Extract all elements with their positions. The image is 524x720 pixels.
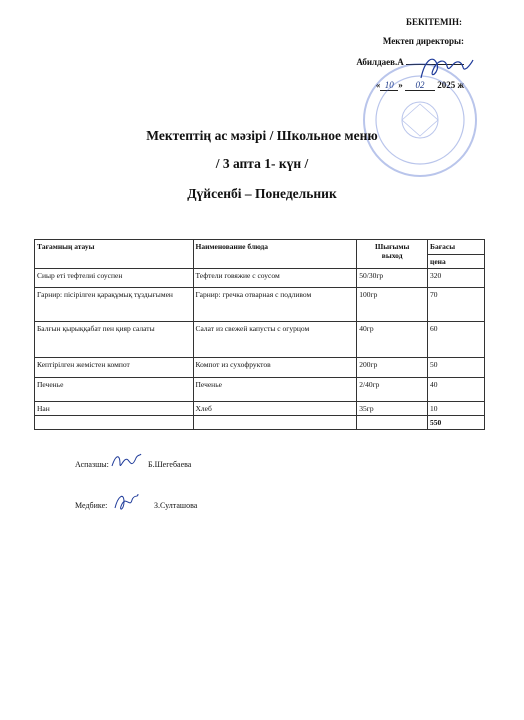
approval-day: 10: [380, 81, 398, 91]
dish-ru: Гарнир: гречка отварная с подливом: [193, 288, 357, 322]
table-row: [35, 269, 485, 288]
dish-price: 40: [428, 378, 485, 402]
total-price: 550: [428, 416, 485, 430]
total-empty-cell: [35, 416, 194, 430]
cook-signature-icon: [110, 450, 142, 472]
approval-name: Абилдаев.А: [356, 57, 404, 67]
dish-yield: 200гр: [357, 358, 428, 378]
dish-kz: Балғын қырыққабат пен қияр салаты: [35, 322, 194, 358]
dish-price: 320: [428, 269, 485, 288]
menu-table: [34, 239, 485, 430]
menu-title: Мектептің ас мәзірі / Школьное меню: [146, 128, 378, 143]
dish-price: 70: [428, 288, 485, 322]
nurse-signature-block: [75, 501, 198, 510]
dish-yield: 2/40гр: [357, 378, 428, 402]
total-row: [35, 416, 485, 430]
dish-kz: Нан: [35, 402, 194, 416]
header-yield-kz: Шығымы: [374, 242, 410, 251]
approval-year: 2025 ж: [437, 80, 464, 90]
total-empty-cell: [193, 416, 357, 430]
dish-ru: Компот из сухофруктов: [193, 358, 357, 378]
total-empty-cell: [357, 416, 428, 430]
approval-title: БЕКІТЕМІН:: [406, 17, 462, 27]
dish-yield: 35гр: [357, 402, 428, 416]
dish-yield: 100гр: [357, 288, 428, 322]
nurse-signature-icon: [112, 490, 140, 514]
header-yield: [357, 240, 428, 269]
dish-price: 10: [428, 402, 485, 416]
dish-kz: Гарнир: пісірілген қарақұмық тұздығымен: [35, 288, 194, 322]
dish-ru: Тефтели говяжие с соусом: [193, 269, 357, 288]
header-yield-ru: выход: [381, 251, 403, 260]
week-day-subtitle: / 3 апта 1- күн /: [215, 156, 309, 171]
dish-price: 50: [428, 358, 485, 378]
approval-position: Мектеп директоры:: [382, 36, 464, 46]
dish-ru: Хлеб: [193, 402, 357, 416]
table-row: [35, 358, 485, 378]
header-name-ru: Наименование блюда: [193, 240, 357, 269]
dish-kz: Сиыр еті тефтелиі соуспен: [35, 269, 194, 288]
table-row: [35, 322, 485, 358]
approval-date: « 10 » 02 2025 ж: [375, 80, 464, 90]
cook-signature-block: [75, 460, 192, 469]
weekday-title: Дүйсенбі – Понедельник: [187, 186, 337, 201]
header-name-kz: Тағамның атауы: [35, 240, 194, 269]
dish-yield: 50/30гр: [357, 269, 428, 288]
table-header-row: [35, 240, 485, 255]
header-price-kz: Бағасы: [428, 240, 485, 255]
nurse-label: Медбике:: [75, 501, 108, 510]
dish-ru: Салат из свежей капусты с огурцом: [193, 322, 357, 358]
cook-name: Б.Шегебаева: [148, 460, 192, 469]
approval-month: 02: [405, 81, 435, 91]
table-row: [35, 402, 485, 416]
header-price-ru: цена: [428, 255, 485, 269]
dish-kz: Кептірілген жемістен компот: [35, 358, 194, 378]
director-signature-icon: [415, 50, 475, 86]
table-row: [35, 378, 485, 402]
nurse-name: З.Султашова: [154, 501, 198, 510]
cook-label: Аспазшы:: [75, 460, 109, 469]
table-row: [35, 288, 485, 322]
dish-kz: Печенье: [35, 378, 194, 402]
dish-price: 60: [428, 322, 485, 358]
dish-yield: 40гр: [357, 322, 428, 358]
dish-ru: Печенье: [193, 378, 357, 402]
